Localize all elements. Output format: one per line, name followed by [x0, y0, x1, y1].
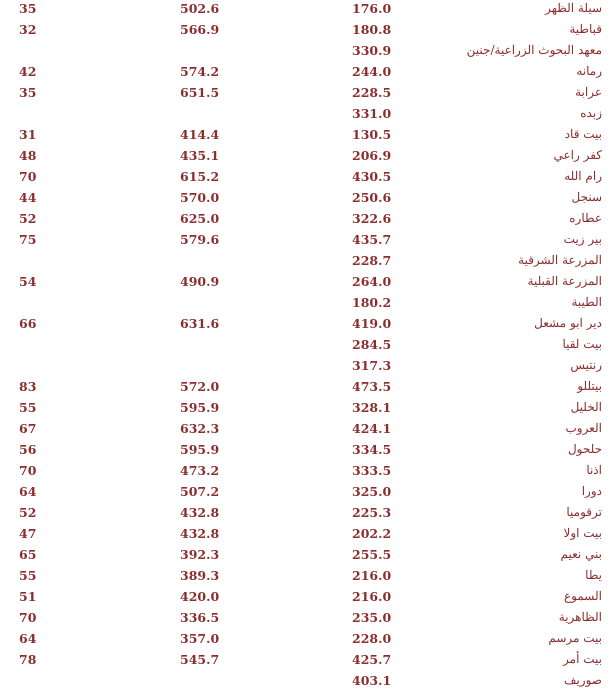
value-b-cell: 228.7 — [352, 253, 392, 268]
value-a-cell: 414.4 — [180, 127, 220, 142]
value-b-cell: 419.0 — [352, 316, 392, 331]
station-name-cell: بيت اولا — [563, 526, 602, 540]
table-row — [0, 586, 610, 607]
value-a-cell: 392.3 — [180, 547, 220, 562]
table-row — [0, 103, 610, 124]
station-name-cell: بيت مرسم — [548, 631, 602, 645]
value-b-cell: 202.2 — [352, 526, 392, 541]
station-name-cell: زبده — [580, 106, 602, 120]
station-name-cell: بير زيت — [563, 232, 602, 246]
station-name-cell: سنجل — [571, 190, 602, 204]
count-cell: 47 — [19, 526, 37, 541]
station-name-cell: ترقوميا — [566, 505, 602, 519]
station-name-cell: دورا — [581, 484, 602, 498]
value-b-cell: 206.9 — [352, 148, 392, 163]
station-name-cell: رنتيس — [570, 358, 602, 372]
value-b-cell: 216.0 — [352, 589, 392, 604]
count-cell: 31 — [19, 127, 37, 142]
value-b-cell: 424.1 — [352, 421, 392, 436]
count-cell: 70 — [19, 169, 37, 184]
value-a-cell: 615.2 — [180, 169, 220, 184]
value-a-cell: 473.2 — [180, 463, 220, 478]
value-b-cell: 328.1 — [352, 400, 392, 415]
table-row — [0, 82, 610, 103]
table-row — [0, 397, 610, 418]
count-cell: 75 — [19, 232, 37, 247]
value-a-cell: 574.2 — [180, 64, 220, 79]
station-name-cell: الطيبة — [571, 295, 602, 309]
station-name-cell: بيت لقيا — [562, 337, 602, 351]
value-b-cell: 216.0 — [352, 568, 392, 583]
value-b-cell: 130.5 — [352, 127, 392, 142]
count-cell: 78 — [19, 652, 37, 667]
count-cell: 56 — [19, 442, 37, 457]
station-name-cell: الخليل — [570, 400, 602, 414]
value-b-cell: 425.7 — [352, 652, 392, 667]
table-row — [0, 670, 610, 691]
value-a-cell: 566.9 — [180, 22, 220, 37]
table-row — [0, 355, 610, 376]
table-row — [0, 565, 610, 586]
value-a-cell: 595.9 — [180, 400, 220, 415]
table-row — [0, 544, 610, 565]
count-cell: 51 — [19, 589, 37, 604]
station-name-cell: العروب — [565, 421, 602, 435]
count-cell: 35 — [19, 1, 37, 16]
count-cell: 70 — [19, 610, 37, 625]
count-cell: 55 — [19, 568, 37, 583]
station-name-cell: حلحول — [567, 442, 602, 456]
table-row — [0, 523, 610, 544]
station-name-cell: بني نعيم — [560, 547, 602, 561]
table-row — [0, 649, 610, 670]
table-row — [0, 334, 610, 355]
table-row — [0, 460, 610, 481]
value-b-cell: 228.0 — [352, 631, 392, 646]
value-b-cell: 334.5 — [352, 442, 392, 457]
station-name-cell: المزرعة القبلية — [527, 274, 602, 288]
count-cell: 66 — [19, 316, 37, 331]
table-row — [0, 40, 610, 61]
value-a-cell: 631.6 — [180, 316, 220, 331]
value-b-cell: 225.3 — [352, 505, 392, 520]
table-row — [0, 250, 610, 271]
station-name-cell: السموع — [564, 589, 602, 603]
table-row — [0, 439, 610, 460]
count-cell: 44 — [19, 190, 37, 205]
value-a-cell: 572.0 — [180, 379, 220, 394]
value-a-cell: 545.7 — [180, 652, 220, 667]
table-row — [0, 208, 610, 229]
count-cell: 42 — [19, 64, 37, 79]
count-cell: 64 — [19, 484, 37, 499]
value-b-cell: 284.5 — [352, 337, 392, 352]
count-cell: 65 — [19, 547, 37, 562]
station-name-cell: رام الله — [564, 169, 602, 183]
table-row — [0, 166, 610, 187]
value-a-cell: 595.9 — [180, 442, 220, 457]
value-b-cell: 333.5 — [352, 463, 392, 478]
table-row — [0, 628, 610, 649]
table-row — [0, 145, 610, 166]
table-row — [0, 229, 610, 250]
value-a-cell: 651.5 — [180, 85, 220, 100]
station-name-cell: المزرعة الشرقية — [518, 253, 602, 267]
value-b-cell: 403.1 — [352, 673, 392, 688]
count-cell: 64 — [19, 631, 37, 646]
table-row — [0, 502, 610, 523]
table-row — [0, 124, 610, 145]
table-row — [0, 607, 610, 628]
value-b-cell: 228.5 — [352, 85, 392, 100]
station-name-cell: الظاهرية — [558, 610, 602, 624]
value-b-cell: 255.5 — [352, 547, 392, 562]
value-b-cell: 435.7 — [352, 232, 392, 247]
count-cell: 70 — [19, 463, 37, 478]
value-a-cell: 432.8 — [180, 505, 220, 520]
count-cell: 55 — [19, 400, 37, 415]
value-a-cell: 420.0 — [180, 589, 220, 604]
station-name-cell: دير ابو مشعل — [534, 316, 602, 330]
value-b-cell: 430.5 — [352, 169, 392, 184]
table-row — [0, 418, 610, 439]
station-name-cell: معهد البحوث الزراعية/جنين — [466, 43, 602, 57]
value-b-cell: 473.5 — [352, 379, 392, 394]
value-a-cell: 435.1 — [180, 148, 220, 163]
station-name-cell: سيلة الظهر — [545, 1, 602, 15]
value-a-cell: 625.0 — [180, 211, 220, 226]
value-a-cell: 502.6 — [180, 1, 220, 16]
table-row — [0, 313, 610, 334]
table-row — [0, 61, 610, 82]
value-b-cell: 325.0 — [352, 484, 392, 499]
value-b-cell: 264.0 — [352, 274, 392, 289]
count-cell: 48 — [19, 148, 37, 163]
value-a-cell: 490.9 — [180, 274, 220, 289]
value-b-cell: 235.0 — [352, 610, 392, 625]
count-cell: 54 — [19, 274, 37, 289]
table-row — [0, 19, 610, 40]
station-name-cell: بيت أمر — [563, 652, 602, 666]
station-name-cell: يطا — [585, 568, 602, 582]
value-a-cell: 432.8 — [180, 526, 220, 541]
count-cell: 67 — [19, 421, 37, 436]
count-cell: 52 — [19, 211, 37, 226]
station-name-cell: قباطية — [569, 22, 602, 36]
value-b-cell: 317.3 — [352, 358, 392, 373]
count-cell: 83 — [19, 379, 37, 394]
table-row — [0, 292, 610, 313]
value-a-cell: 579.6 — [180, 232, 220, 247]
count-cell: 52 — [19, 505, 37, 520]
value-b-cell: 331.0 — [352, 106, 392, 121]
table-row — [0, 0, 610, 19]
value-b-cell: 330.9 — [352, 43, 392, 58]
station-name-cell: بيتللو — [577, 379, 602, 393]
table-row — [0, 481, 610, 502]
table-row — [0, 376, 610, 397]
station-name-cell: اذنا — [586, 463, 602, 477]
value-b-cell: 180.8 — [352, 22, 392, 37]
value-a-cell: 389.3 — [180, 568, 220, 583]
station-name-cell: بيت قاد — [564, 127, 602, 141]
value-b-cell: 180.2 — [352, 295, 392, 310]
table-row — [0, 271, 610, 292]
value-a-cell: 336.5 — [180, 610, 220, 625]
station-name-cell: صوريف — [564, 673, 602, 687]
value-a-cell: 632.3 — [180, 421, 220, 436]
count-cell: 35 — [19, 85, 37, 100]
station-name-cell: كفر راعي — [553, 148, 602, 162]
value-a-cell: 570.0 — [180, 190, 220, 205]
value-b-cell: 244.0 — [352, 64, 392, 79]
value-a-cell: 357.0 — [180, 631, 220, 646]
value-b-cell: 322.6 — [352, 211, 392, 226]
value-b-cell: 250.6 — [352, 190, 392, 205]
table-row — [0, 187, 610, 208]
station-name-cell: رمانه — [576, 64, 602, 78]
station-name-cell: عطاره — [569, 211, 602, 225]
station-name-cell: عرابة — [575, 85, 602, 99]
value-b-cell: 176.0 — [352, 1, 392, 16]
value-a-cell: 507.2 — [180, 484, 220, 499]
count-cell: 32 — [19, 22, 37, 37]
